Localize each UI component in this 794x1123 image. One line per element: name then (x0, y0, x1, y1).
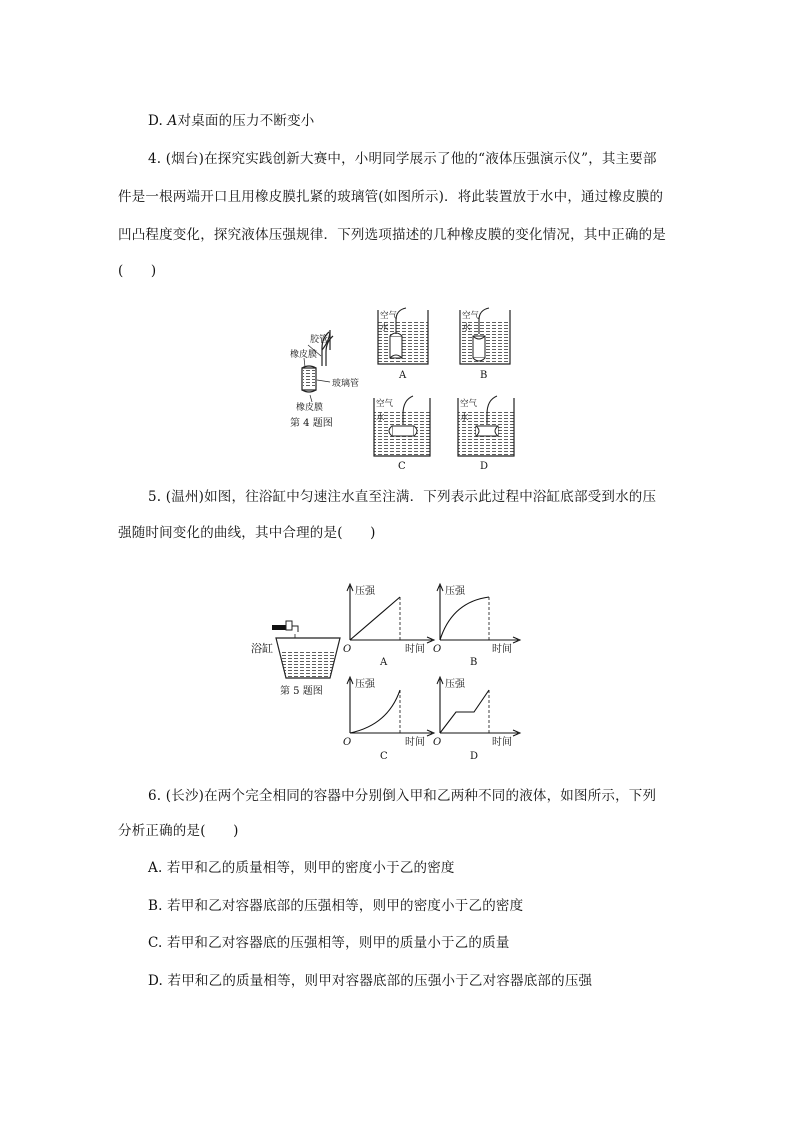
q4-caption: 第 4 题图 (290, 418, 333, 429)
q4-stem-line1: 4. (烟台)在探究实践创新大赛中，小明同学展示了他的“液体压强演示仪”，其主要部 (148, 151, 657, 167)
q6-option-c: C. 若甲和乙对容器底的压强相等，则甲的质量小于乙的质量 (148, 935, 510, 951)
q5-d-origin: O (433, 737, 442, 748)
q4-stem-line2: 件是一根两端开口且用橡皮膜扎紧的玻璃管(如图所示)．将此装置放于水中，通过橡皮膜的 (118, 189, 664, 205)
q4-label-hose: 胶管 (310, 335, 329, 345)
q4-d-water: 水 (460, 413, 469, 423)
q6-option-b: B. 若甲和乙对容器底部的压强相等，则甲的密度小于乙的密度 (148, 898, 524, 914)
q4-c-label: C (398, 461, 406, 472)
q4-option-c-diagram (374, 396, 430, 472)
q4-apparatus (290, 330, 359, 429)
q5-graph-d (433, 677, 520, 762)
q4-option-a-diagram (378, 308, 428, 381)
q4-b-air: 空气 (462, 311, 480, 321)
q5-b-xlabel: 时间 (492, 644, 512, 655)
q5-tub-label: 浴缸 (251, 642, 273, 655)
q4-label-glass-tube: 玻璃管 (332, 379, 360, 389)
q5-b-label: B (470, 657, 478, 668)
q6-stem-line1: 6. (长沙)在两个完全相同的容器中分别倒入甲和乙两种不同的液体，如图所示，下列 (148, 788, 657, 804)
q4-d-label: D (480, 461, 489, 472)
q6-stem-line2: 分析正确的是( ) (118, 823, 239, 839)
q5-a-xlabel: 时间 (405, 644, 425, 655)
q4-option-d-diagram (458, 396, 514, 472)
q4-c-air: 空气 (376, 399, 394, 409)
q4-option-b-diagram (460, 308, 510, 381)
q5-c-xlabel: 时间 (405, 737, 425, 748)
q4-b-label: B (480, 370, 488, 381)
q5-b-ylabel: 压强 (445, 586, 465, 597)
q5-c-origin: O (343, 737, 352, 748)
q5-graph-a (343, 584, 434, 668)
q5-graph-c (343, 677, 434, 762)
q5-stem-line1: 5. (温州)如图，往浴缸中匀速注水直至注满．下列表示此过程中浴缸底部受到水的压 (148, 489, 657, 505)
q4-a-water: 水 (380, 323, 389, 333)
q5-caption: 第 5 题图 (280, 686, 323, 697)
q6-option-a: A. 若甲和乙的质量相等，则甲的密度小于乙的密度 (148, 860, 455, 876)
q4-d-air: 空气 (460, 399, 478, 409)
q3-option-d-text: 对桌面的压力不断变小 (177, 113, 315, 129)
q6-option-d: D. 若甲和乙的质量相等，则甲对容器底部的压强小于乙对容器底部的压强 (148, 973, 593, 989)
q5-d-label: D (470, 751, 479, 762)
q4-a-air: 空气 (380, 311, 398, 321)
q4-label-membrane-top: 橡皮膜 (290, 350, 318, 360)
q4-stem-line3: 凹凸程度变化，探究液体压强规律．下列选项描述的几种橡皮膜的变化情况，其中正确的是 (118, 227, 666, 243)
q5-b-origin: O (433, 644, 442, 655)
q3-option-d-prefix: D. (148, 113, 164, 129)
q5-c-ylabel: 压强 (355, 679, 375, 690)
q5-a-ylabel: 压强 (355, 586, 375, 597)
q5-d-ylabel: 压强 (445, 679, 465, 690)
q5-d-xlabel: 时间 (492, 737, 512, 748)
q4-label-membrane-bottom: 橡皮膜 (296, 403, 324, 413)
q4-answer-blank: ( ) (118, 263, 157, 279)
q4-a-label: A (399, 370, 407, 381)
q5-a-origin: O (343, 644, 352, 655)
q5-c-label: C (380, 751, 388, 762)
q5-bathtub (251, 621, 340, 697)
q4-b-water: 水 (462, 323, 471, 333)
q5-stem-line2: 强随时间变化的曲线，其中合理的是( ) (118, 525, 376, 541)
q5-a-label: A (380, 657, 388, 668)
q3-option-d-var: A (167, 113, 178, 129)
q4-c-water: 水 (376, 413, 385, 423)
q5-graph-b (433, 584, 520, 668)
